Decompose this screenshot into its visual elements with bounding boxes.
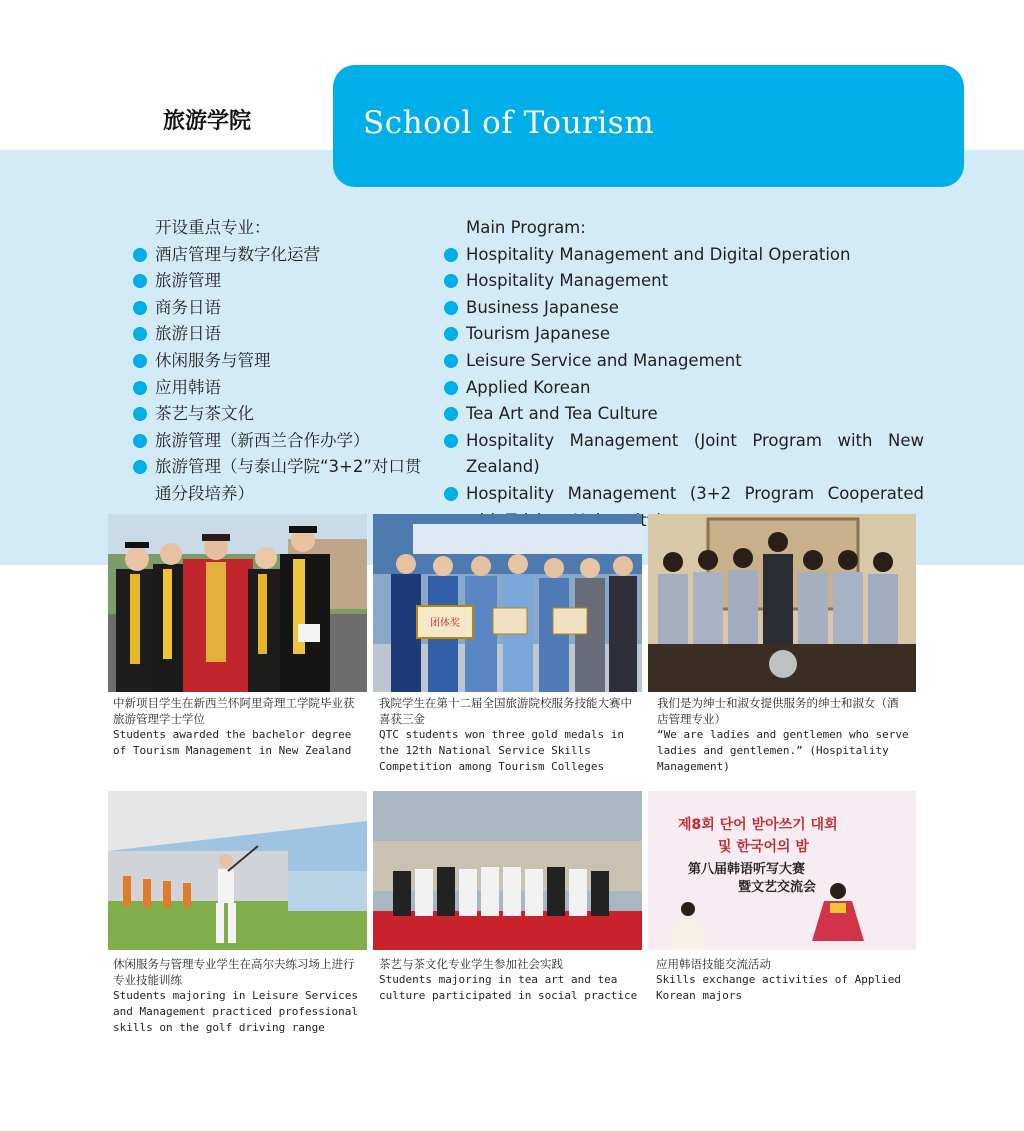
photo-hospitality bbox=[648, 514, 916, 692]
bullet-dot-icon bbox=[133, 381, 147, 395]
bullet-dot-icon bbox=[133, 248, 147, 262]
caption-cn: 休闲服务与管理专业学生在高尔夫练习场上进行专业技能训练 bbox=[113, 957, 355, 987]
photo-caption bbox=[657, 695, 909, 775]
caption-en: Students awarded the bachelor degree of Tourism Management in New Zealand bbox=[113, 728, 352, 757]
bullet-dot-icon bbox=[133, 327, 147, 341]
program-heading-cn: 开设重点专业： bbox=[155, 218, 271, 237]
golf-photo-image bbox=[108, 791, 367, 950]
program-item-cn: 旅游管理（新西兰合作办学） bbox=[133, 428, 433, 455]
photo-caption bbox=[113, 695, 363, 759]
program-item-cn: 商务日语 bbox=[133, 295, 433, 322]
caption-cn: 茶艺与茶文化专业学生参加社会实践 bbox=[379, 957, 563, 971]
program-item-cn: 旅游管理（与泰山学院“3+2”对口贯通分段培养） bbox=[133, 454, 433, 507]
bullet-dot-icon bbox=[444, 434, 458, 448]
photo-tea-art bbox=[373, 791, 642, 950]
photo-competition bbox=[373, 514, 642, 692]
bullet-dot-icon bbox=[444, 487, 458, 501]
banner-text-cn-1: 第八届韩语听写大赛 bbox=[688, 862, 806, 877]
school-title-cn: 旅游学院 bbox=[163, 109, 252, 134]
program-item-cn: 休闲服务与管理 bbox=[133, 348, 433, 375]
bullet-dot-icon bbox=[444, 327, 458, 341]
tea-art-photo-image bbox=[373, 791, 642, 950]
program-item-en: Hospitality Management (3+2 Program Cooperated bbox=[444, 481, 924, 534]
bullet-dot-icon bbox=[133, 301, 147, 315]
program-item-cn: 旅游管理 bbox=[133, 268, 433, 295]
bullet-dot-icon bbox=[133, 407, 147, 421]
program-list-cn bbox=[133, 215, 433, 508]
photo-graduation bbox=[108, 514, 367, 692]
bullet-dot-icon bbox=[133, 434, 147, 448]
photo-caption bbox=[656, 956, 911, 1004]
hospitality-photo-image bbox=[648, 514, 916, 692]
program-item-cn: 应用韩语 bbox=[133, 375, 433, 402]
photo-korean bbox=[648, 791, 916, 950]
caption-en: QTC students won three gold medals in the 12th National Service Skills Competition among Tourism Colleges bbox=[379, 728, 625, 773]
bullet-dot-icon bbox=[133, 354, 147, 368]
program-item-cn: 茶艺与茶文化 bbox=[133, 401, 433, 428]
bullet-dot-icon bbox=[444, 407, 458, 421]
photo-caption bbox=[113, 956, 363, 1036]
caption-en: Students majoring in Leisure Services and Management practiced professional skills on the golf driving range bbox=[113, 989, 359, 1034]
caption-cn: 应用韩语技能交流活动 bbox=[656, 957, 771, 971]
bullet-dot-icon bbox=[133, 460, 147, 474]
program-item-cn: 旅游日语 bbox=[133, 321, 433, 348]
competition-photo-image bbox=[373, 514, 642, 692]
photo-caption bbox=[379, 956, 639, 1004]
bullet-dot-icon bbox=[444, 381, 458, 395]
program-item-en: Hospitality Management (Joint Program with New Zealand) bbox=[444, 428, 924, 481]
photo-golf bbox=[108, 791, 367, 950]
program-heading-en: Main Program: bbox=[466, 218, 586, 237]
program-item-en: Hospitality Management and Digital Operation bbox=[444, 242, 924, 269]
graduation-photo-image bbox=[108, 514, 367, 692]
program-item-en: Applied Korean bbox=[444, 375, 924, 402]
caption-en: “We are ladies and gentlemen who serve ladies and gentlemen.” (Hospitality Management) bbox=[657, 728, 909, 773]
bullet-dot-icon bbox=[444, 274, 458, 288]
banner-text-ko-1: 제8회 단어 받아쓰기 대회 bbox=[678, 817, 838, 833]
program-item-en: Tourism Japanese bbox=[444, 321, 924, 348]
caption-en: Students majoring in tea art and tea culture participated in social practice bbox=[379, 973, 638, 1002]
caption-en: Skills exchange activities of Applied Korean majors bbox=[656, 973, 902, 1002]
caption-cn: 中新项目学生在新西兰怀阿里奇理工学院毕业获旅游管理学士学位 bbox=[113, 696, 355, 726]
bullet-dot-icon bbox=[444, 301, 458, 315]
school-title-en: School of Tourism bbox=[363, 105, 655, 141]
program-item-en: Business Japanese bbox=[444, 295, 924, 322]
bullet-dot-icon bbox=[444, 354, 458, 368]
program-list-en bbox=[444, 215, 924, 534]
program-item-en: Hospitality Management bbox=[444, 268, 924, 295]
award-board-text: 团体奖 bbox=[430, 618, 460, 629]
program-item-en: Tea Art and Tea Culture bbox=[444, 401, 924, 428]
bullet-dot-icon bbox=[444, 248, 458, 262]
school-title-banner bbox=[333, 65, 964, 187]
caption-cn: 我们是为绅士和淑女提供服务的绅士和淑女（酒店管理专业） bbox=[657, 696, 899, 726]
caption-cn: 我院学生在第十二届全国旅游院校服务技能大赛中喜获三金 bbox=[379, 696, 632, 726]
banner-text-cn-2: 暨文艺交流会 bbox=[738, 880, 817, 895]
photo-caption bbox=[379, 695, 639, 775]
program-item-cn: 酒店管理与数字化运营 bbox=[133, 242, 433, 269]
banner-text-ko-2: 및 한국어의 밤 bbox=[718, 839, 809, 855]
bullet-dot-icon bbox=[133, 274, 147, 288]
korean-photo-image bbox=[648, 791, 916, 950]
program-item-en: Leisure Service and Management bbox=[444, 348, 924, 375]
